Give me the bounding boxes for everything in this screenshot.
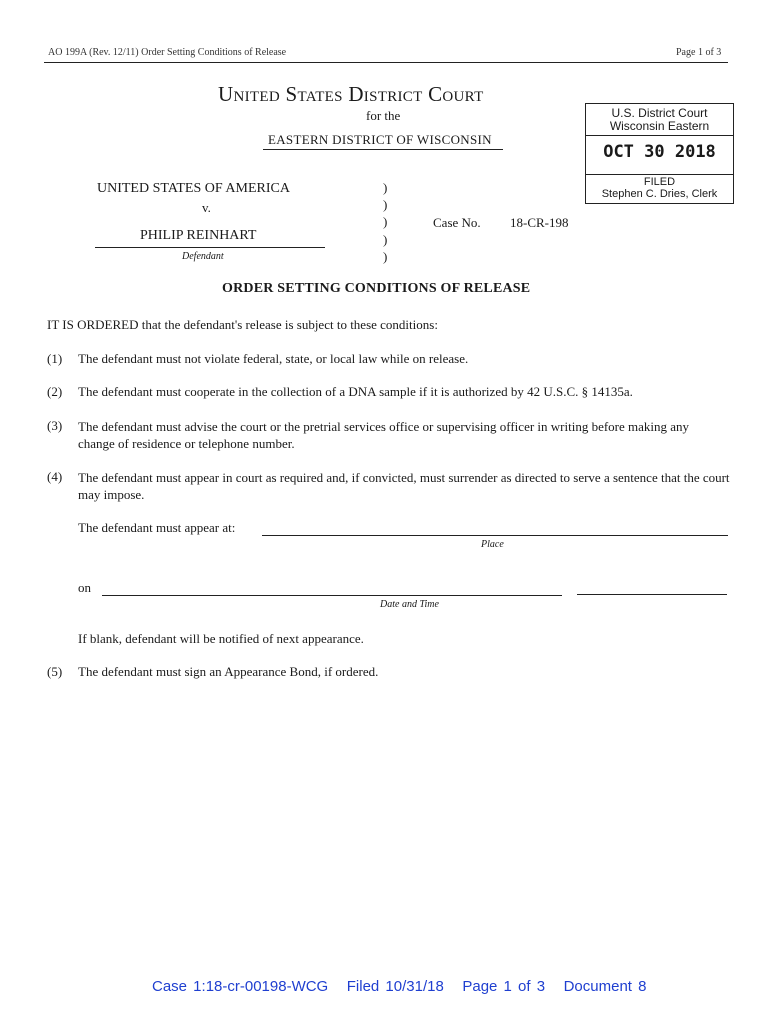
for-the: for the [366,108,401,123]
court-title: United States District Court [218,82,484,106]
footer-page: Page 1 of 3 [462,978,546,995]
footer-case: Case 1:18-cr-00198-WCG [152,978,329,995]
paren-3: ) [383,214,388,229]
place-label: Place [481,539,504,550]
condition-3-text: The defendant must advise the court or the pretrial services office or supervising officer in writing before making any change of residence or telephone number. [78,419,690,451]
condition-2-text: The defendant must cooperate in the collection of a DNA sample if it is authorized by 42 U.S.C. § 14135a. [78,384,633,399]
condition-1-text: The defendant must not violate federal, state, or local law while on release. [78,351,469,366]
plaintiff-name: UNITED STATES OF AMERICA [97,181,290,196]
stamp-date: OCT 30 2018 [603,142,716,162]
case-number: 18-CR-198 [510,215,569,230]
page-indicator: Page 1 of 3 [676,47,722,58]
condition-1-num: (1) [47,351,63,366]
paren-1: ) [383,180,388,195]
condition-3-num: (3) [47,418,63,433]
place-line [262,535,728,536]
defendant-label: Defendant [182,251,224,262]
date-time-label: Date and Time [380,599,439,610]
paren-5: ) [383,249,388,264]
filed-stamp [585,103,734,204]
form-id: AO 199A (Rev. 12/11) Order Setting Conditions of Release [48,47,287,58]
date-line-extension [577,594,727,595]
condition-2-num: (2) [47,384,63,399]
stamp-district: Wisconsin Eastern [609,119,710,133]
order-title: ORDER SETTING CONDITIONS OF RELEASE [222,281,531,296]
condition-4-text: The defendant must appear in court as required and, if convicted, must surrender as directed to serve a sentence that the court may impose. [78,470,730,502]
footer-filed: Filed 10/31/18 [346,978,444,995]
case-label: Case No. [433,215,481,230]
on-label: on [78,580,91,595]
condition-4-num: (4) [47,469,63,484]
paren-4: ) [383,232,388,247]
stamp-rule-bottom [586,174,733,175]
versus: v. [202,200,211,215]
condition-5-text: The defendant must sign an Appearance Bond, if ordered. [78,664,379,679]
defendant-rule [95,247,325,248]
order-intro: IT IS ORDERED that the defendant's release is subject to these conditions: [47,317,438,332]
paren-2: ) [383,197,388,212]
ecf-footer [152,978,646,995]
stamp-clerk: Stephen C. Dries, Clerk [601,188,718,200]
footer-document: Document 8 [563,978,647,995]
stamp-rule-top [586,135,733,136]
stamp-court: U.S. District Court [611,106,708,120]
date-line [102,595,562,596]
stamp-filed: FILED [643,176,676,188]
if-blank-note: If blank, defendant will be notified of next appearance. [78,631,364,646]
district-name: EASTERN DISTRICT OF WISCONSIN [268,132,492,147]
district-rule [263,149,503,150]
header-rule [44,62,728,63]
condition-5-num: (5) [47,664,63,679]
appear-at-label: The defendant must appear at: [78,520,236,535]
defendant-name: PHILIP REINHART [140,228,257,243]
